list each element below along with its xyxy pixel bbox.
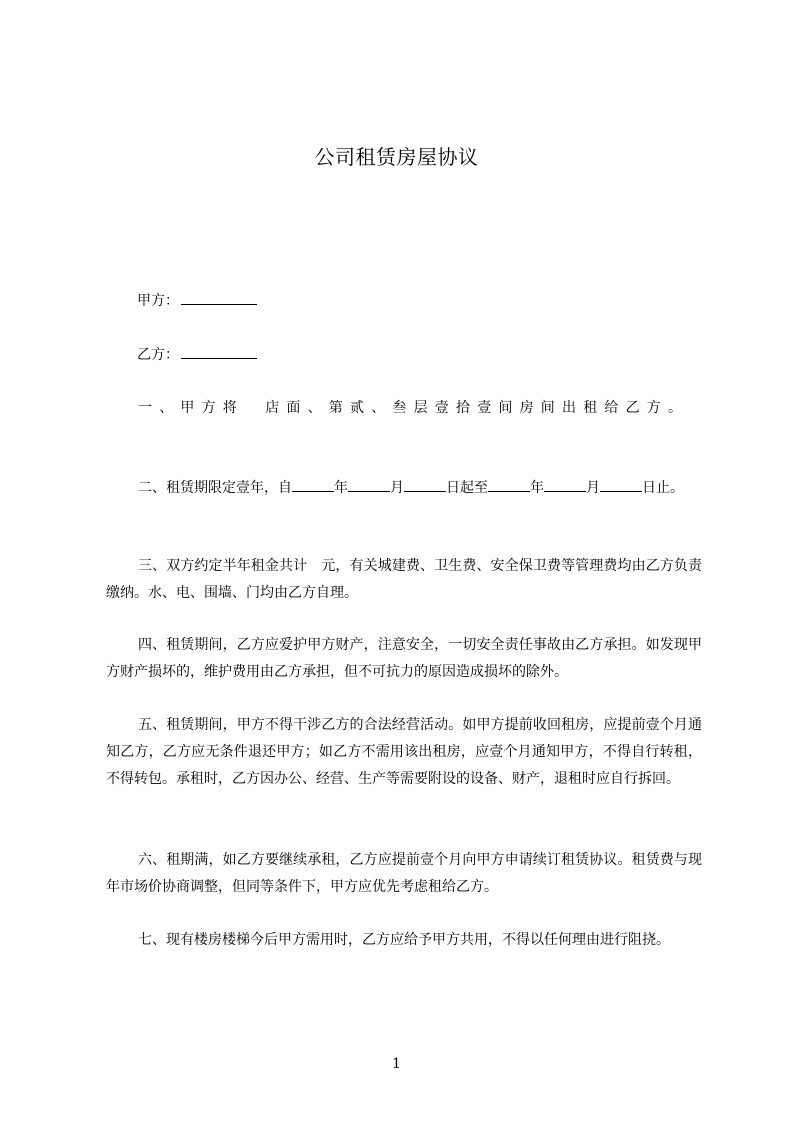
clause-4: 四、租赁期间，乙方应爱护甲方财产，注意安全，一切安全责任事故由乙方承担。如发现甲方财产损坏的，维护费用由乙方承担，但不可抗力的原因造成损坏的除外。 [106, 637, 702, 680]
page-number: 1 [392, 1056, 401, 1072]
party-b-blank [181, 344, 257, 359]
clause-2-year-2: 年 [530, 480, 544, 496]
end-day-blank [600, 477, 642, 492]
end-year-blank [488, 477, 530, 492]
clause-5: 五、租赁期间，甲方不得干涉乙方的合法经营活动。如甲方提前收回租房，应提前壹个月通知乙方，乙方应无条件退还甲方；如乙方不需用该出租房，应壹个月通知甲方，不得自行转租，不得转包。承租时，乙方因办公、经营、生产等需要附设的设备、财产，退租时应自行拆回。 [106, 717, 702, 787]
party-a-line [137, 290, 257, 311]
start-day-blank [404, 477, 446, 492]
clause-1: 一、甲方将 店面、第贰、叁层壹拾壹间房间出租给乙方。 [138, 400, 690, 416]
document-title: 公司租赁房屋协议 [314, 145, 479, 169]
clause-7: 七、现有楼房楼梯今后甲方需用时，乙方应给予甲方共用，不得以任何理由进行阻挠。 [138, 932, 670, 948]
clause-3: 三、双方约定半年租金共计 元，有关城建费、卫生费、安全保卫费等管理费均由乙方负责缴纳。水、电、围墙、门均由乙方自理。 [106, 558, 702, 601]
clause-2-day-1: 日起至 [446, 480, 488, 496]
clause-2-day-2: 日止。 [642, 480, 684, 496]
clause-2-year-1: 年 [334, 480, 348, 496]
start-month-blank [348, 477, 390, 492]
clause-2-month-2: 月 [586, 480, 600, 496]
clause-2-month-1: 月 [390, 480, 404, 496]
party-b-line [137, 344, 257, 365]
clause-6: 六、租期满，如乙方要继续承租，乙方应提前壹个月向甲方申请续订租赁协议。租赁费与现年市场价协商调整，但同等条件下，甲方应优先考虑租给乙方。 [106, 852, 702, 895]
party-b-label: 乙方： [137, 347, 179, 363]
start-year-blank [292, 477, 334, 492]
end-month-blank [544, 477, 586, 492]
party-a-blank [181, 290, 257, 305]
party-a-label: 甲方： [137, 293, 179, 309]
clause-2-prefix: 二、租赁期限定壹年，自 [138, 480, 292, 496]
clause-2 [106, 475, 702, 502]
